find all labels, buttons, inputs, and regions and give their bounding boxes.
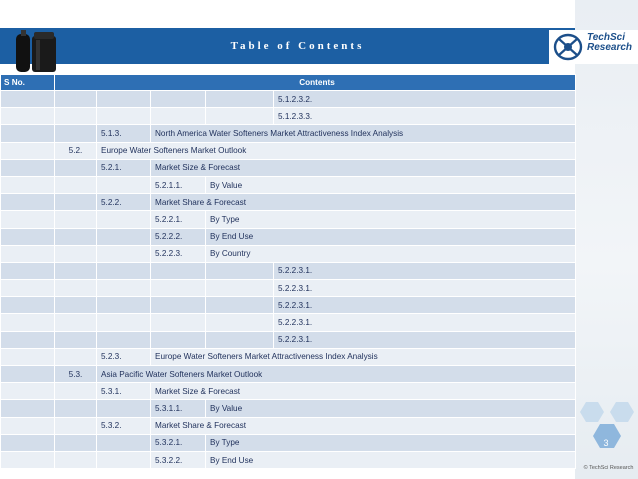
table-row xyxy=(1,262,576,279)
empty-cell xyxy=(55,434,97,451)
empty-cell xyxy=(1,434,55,451)
table-row xyxy=(1,125,576,142)
section-number: 5.3.2. xyxy=(97,417,151,434)
section-title: North America Water Softeners Market Attractiveness Index Analysis xyxy=(151,125,576,142)
section-title: Market Share & Forecast xyxy=(151,417,576,434)
copyright-text: © TechSci Research xyxy=(583,465,634,471)
empty-cell xyxy=(55,314,97,331)
section-number: 5.3.1.1. xyxy=(151,400,206,417)
table-row xyxy=(1,280,576,297)
empty-cell xyxy=(1,91,55,108)
empty-cell xyxy=(1,400,55,417)
section-number: 5.3.1. xyxy=(97,383,151,400)
section-title: By Type xyxy=(206,211,576,228)
column-header-sno: S No. xyxy=(1,75,55,91)
table-row xyxy=(1,417,576,434)
empty-cell xyxy=(97,228,151,245)
empty-cell xyxy=(1,228,55,245)
table-row xyxy=(1,314,576,331)
toc-table xyxy=(0,74,576,469)
empty-cell xyxy=(55,176,97,193)
empty-cell xyxy=(1,280,55,297)
empty-cell xyxy=(97,108,151,125)
empty-cell xyxy=(1,108,55,125)
empty-cell xyxy=(97,297,151,314)
section-number: 5.2.2.3.1. xyxy=(274,297,576,314)
empty-cell xyxy=(206,108,274,125)
empty-cell xyxy=(1,142,55,159)
empty-cell xyxy=(1,451,55,468)
empty-cell xyxy=(55,348,97,365)
empty-cell xyxy=(55,228,97,245)
empty-cell xyxy=(1,194,55,211)
empty-cell xyxy=(1,314,55,331)
empty-cell xyxy=(97,245,151,262)
techsci-logo-icon xyxy=(553,33,583,61)
logo-text-line1: TechSci xyxy=(587,32,625,43)
table-row xyxy=(1,434,576,451)
section-number: 5.2.2.3.1. xyxy=(274,262,576,279)
empty-cell xyxy=(55,125,97,142)
section-title: Europe Water Softeners Market Outlook xyxy=(97,142,576,159)
empty-cell xyxy=(1,262,55,279)
table-row xyxy=(1,211,576,228)
empty-cell xyxy=(97,262,151,279)
section-title: Market Size & Forecast xyxy=(151,383,576,400)
section-number: 5.2.2.1. xyxy=(151,211,206,228)
empty-cell xyxy=(1,331,55,348)
empty-cell xyxy=(1,176,55,193)
empty-cell xyxy=(55,211,97,228)
section-title: By Country xyxy=(206,245,576,262)
empty-cell xyxy=(97,451,151,468)
section-number: 5.2. xyxy=(55,142,97,159)
section-number: 5.2.2.3.1. xyxy=(274,280,576,297)
empty-cell xyxy=(97,91,151,108)
section-number: 5.2.2. xyxy=(97,194,151,211)
table-row xyxy=(1,194,576,211)
empty-cell xyxy=(55,280,97,297)
empty-cell xyxy=(151,314,206,331)
section-title: By Value xyxy=(206,176,576,193)
empty-cell xyxy=(97,211,151,228)
table-row xyxy=(1,245,576,262)
table-row xyxy=(1,228,576,245)
empty-cell xyxy=(97,176,151,193)
empty-cell xyxy=(1,348,55,365)
empty-cell xyxy=(55,297,97,314)
section-number: 5.3.2.1. xyxy=(151,434,206,451)
empty-cell xyxy=(55,108,97,125)
table-row xyxy=(1,400,576,417)
empty-cell xyxy=(206,331,274,348)
section-title: Europe Water Softeners Market Attractiveness Index Analysis xyxy=(151,348,576,365)
empty-cell xyxy=(1,297,55,314)
logo-text-line2: Research xyxy=(587,42,633,53)
table-row xyxy=(1,142,576,159)
section-number: 5.3. xyxy=(55,366,97,383)
empty-cell xyxy=(206,297,274,314)
section-title: By End Use xyxy=(206,451,576,468)
empty-cell xyxy=(55,159,97,176)
section-number: 5.2.3. xyxy=(97,348,151,365)
empty-cell xyxy=(55,400,97,417)
section-number: 5.2.1.1. xyxy=(151,176,206,193)
logo-text xyxy=(587,33,637,53)
empty-cell xyxy=(151,280,206,297)
section-title: Market Share & Forecast xyxy=(151,194,576,211)
column-header-contents: Contents xyxy=(55,75,576,91)
toc-body xyxy=(1,91,576,469)
table-row xyxy=(1,159,576,176)
empty-cell xyxy=(55,262,97,279)
table-row xyxy=(1,366,576,383)
table-row xyxy=(1,331,576,348)
water-softener-tanks-image xyxy=(12,30,68,74)
empty-cell xyxy=(1,211,55,228)
empty-cell xyxy=(1,159,55,176)
empty-cell xyxy=(97,331,151,348)
empty-cell xyxy=(1,245,55,262)
table-row xyxy=(1,451,576,468)
empty-cell xyxy=(206,91,274,108)
section-number: 5.2.2.3. xyxy=(151,245,206,262)
empty-cell xyxy=(151,297,206,314)
section-number: 5.1.2.3.3. xyxy=(274,108,576,125)
empty-cell xyxy=(151,91,206,108)
empty-cell xyxy=(55,383,97,400)
empty-cell xyxy=(1,366,55,383)
section-title: By Type xyxy=(206,434,576,451)
empty-cell xyxy=(151,262,206,279)
table-row xyxy=(1,91,576,108)
empty-cell xyxy=(206,314,274,331)
empty-cell xyxy=(55,451,97,468)
empty-cell xyxy=(1,383,55,400)
empty-cell xyxy=(55,331,97,348)
section-number: 5.2.1. xyxy=(97,159,151,176)
empty-cell xyxy=(151,331,206,348)
empty-cell xyxy=(97,400,151,417)
section-title: Asia Pacific Water Softeners Market Outlook xyxy=(97,366,576,383)
section-number: 5.2.2.3.1. xyxy=(274,314,576,331)
table-row xyxy=(1,383,576,400)
section-title: By Value xyxy=(206,400,576,417)
empty-cell xyxy=(206,262,274,279)
empty-cell xyxy=(55,194,97,211)
table-row xyxy=(1,176,576,193)
empty-cell xyxy=(97,434,151,451)
page-number: 3 xyxy=(603,438,609,448)
empty-cell xyxy=(55,417,97,434)
table-row xyxy=(1,348,576,365)
section-number: 5.3.2.2. xyxy=(151,451,206,468)
empty-cell xyxy=(151,108,206,125)
section-number: 5.2.2.3.1. xyxy=(274,331,576,348)
empty-cell xyxy=(206,280,274,297)
section-number: 5.1.3. xyxy=(97,125,151,142)
empty-cell xyxy=(55,91,97,108)
empty-cell xyxy=(97,314,151,331)
section-title: By End Use xyxy=(206,228,576,245)
empty-cell xyxy=(55,245,97,262)
empty-cell xyxy=(1,417,55,434)
page-title: Table of Contents xyxy=(230,40,365,52)
section-title: Market Size & Forecast xyxy=(151,159,576,176)
table-row xyxy=(1,108,576,125)
hexagon-decoration xyxy=(572,400,638,460)
table-row xyxy=(1,297,576,314)
empty-cell xyxy=(1,125,55,142)
toc-header-row xyxy=(1,75,576,91)
section-number: 5.1.2.3.2. xyxy=(274,91,576,108)
section-number: 5.2.2.2. xyxy=(151,228,206,245)
empty-cell xyxy=(97,280,151,297)
